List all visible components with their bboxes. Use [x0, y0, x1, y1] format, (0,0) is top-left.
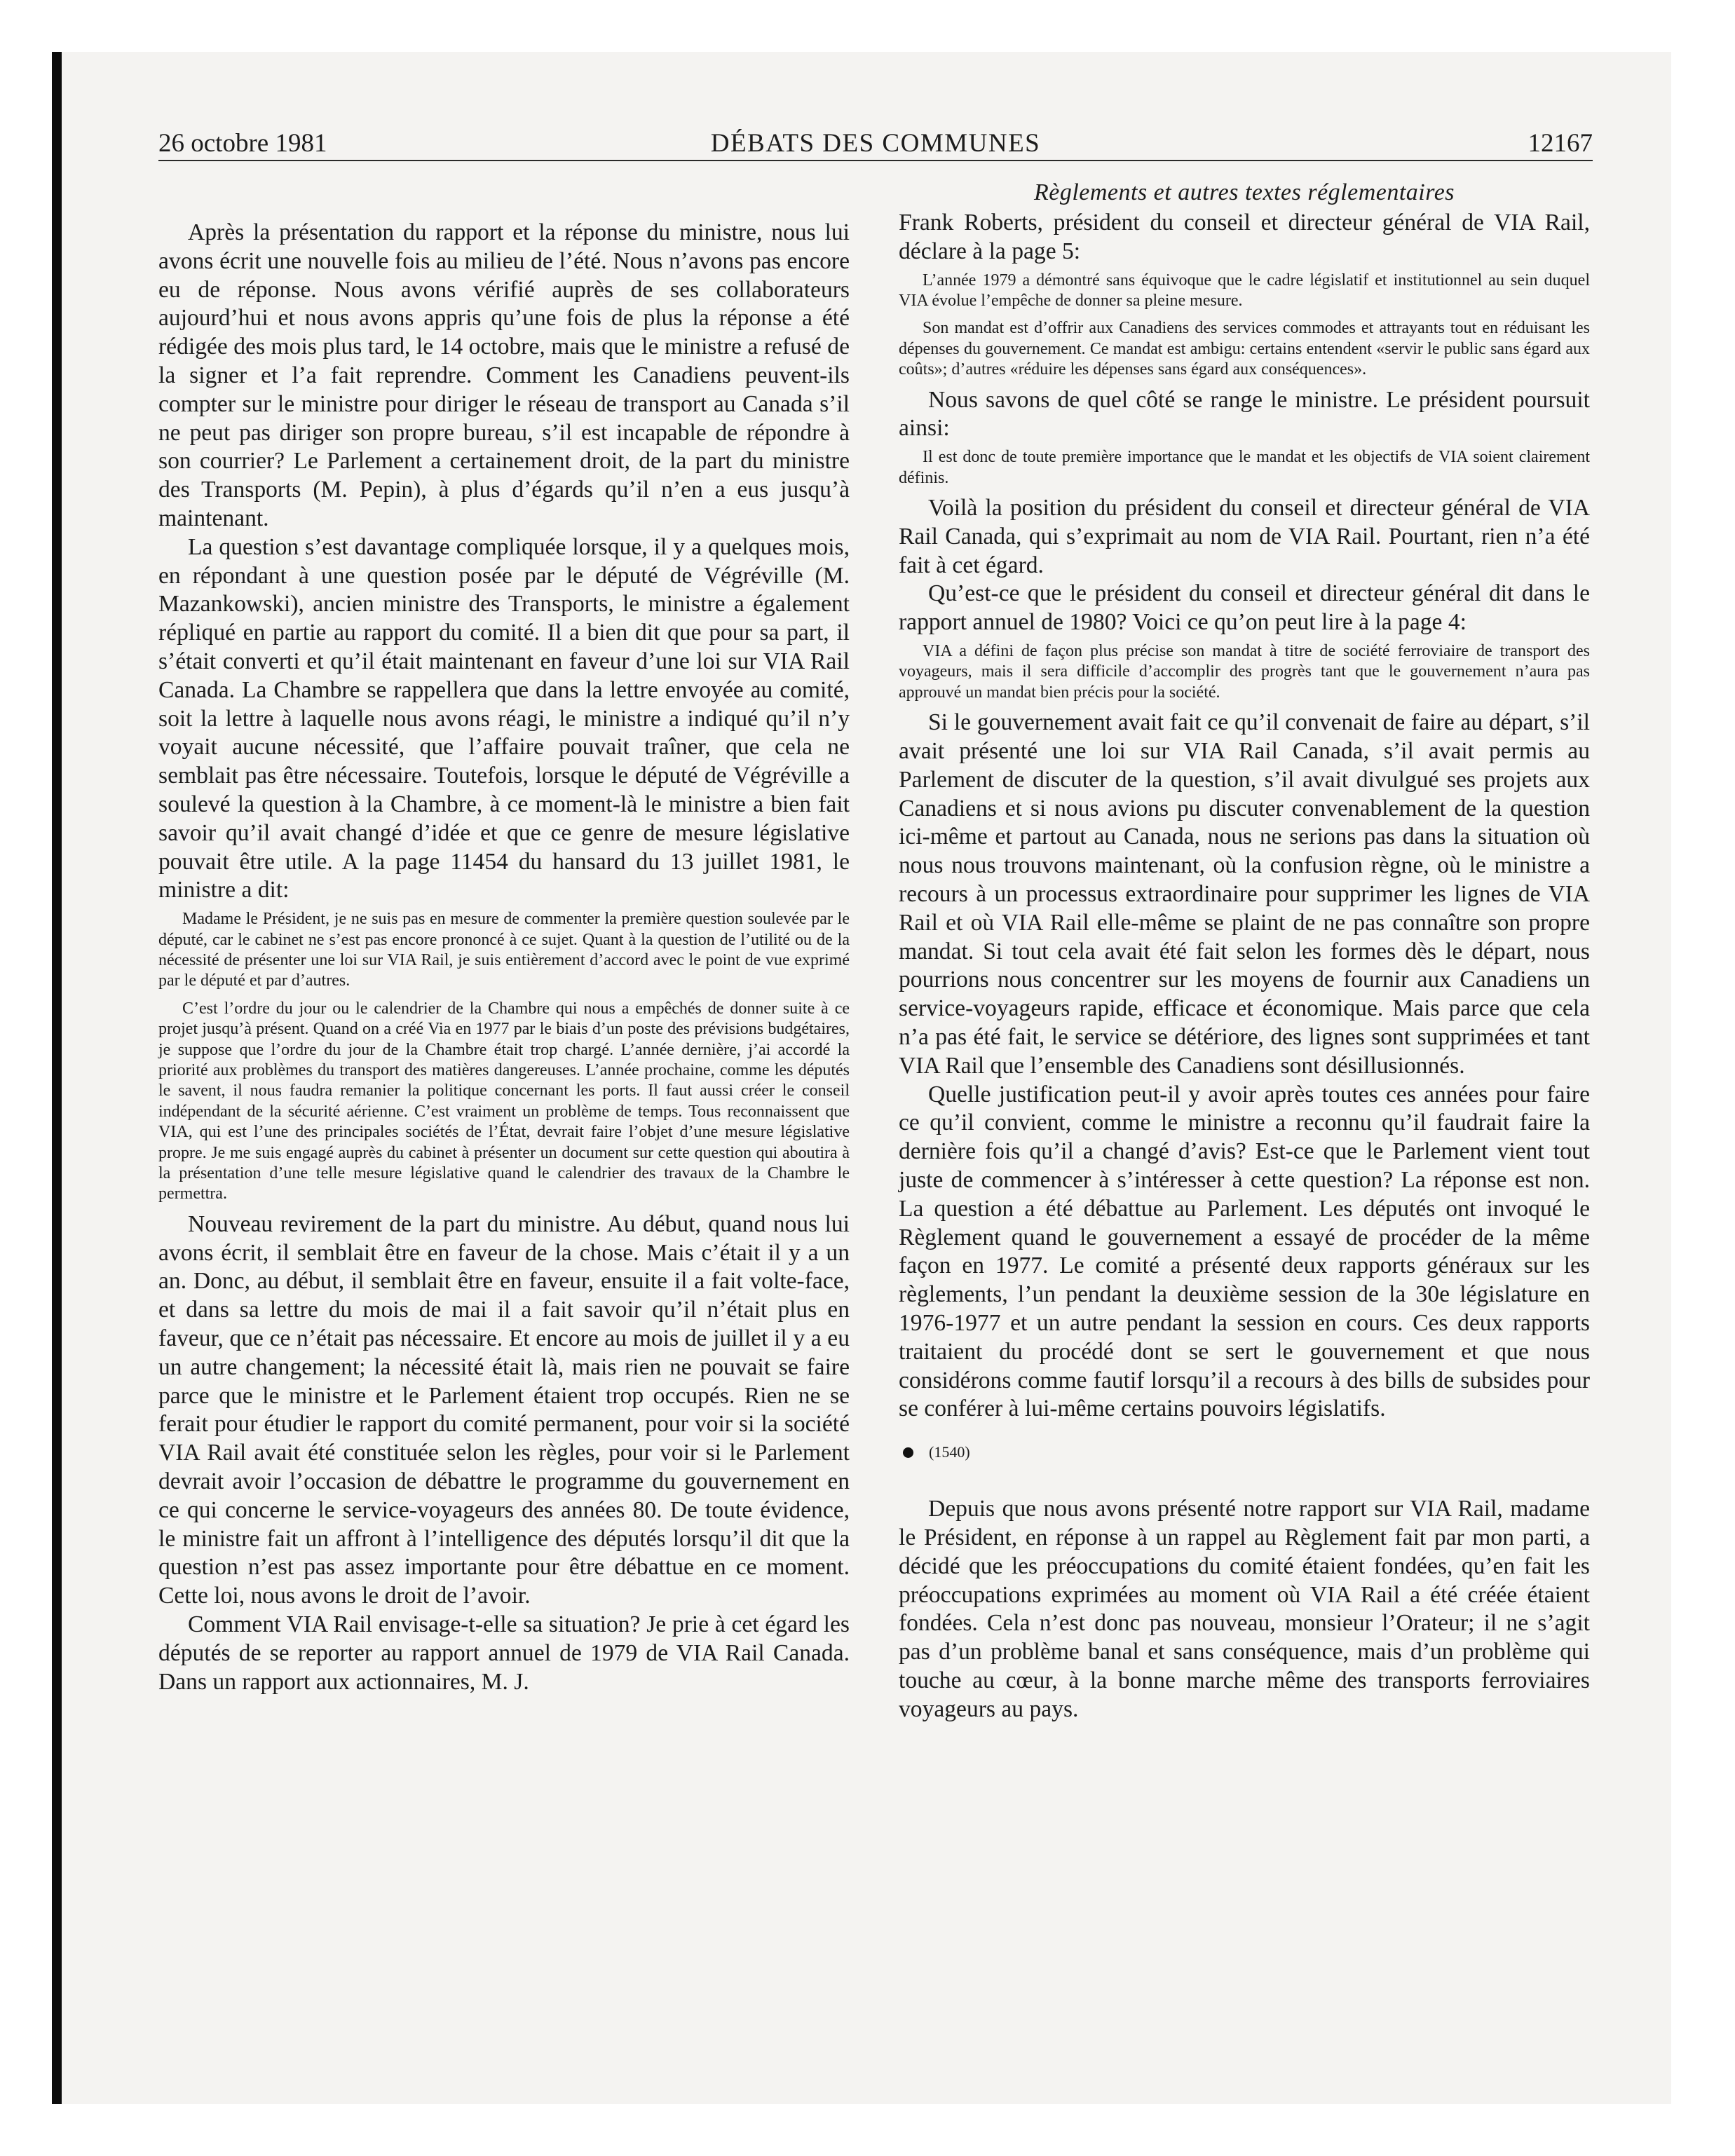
paragraph: Voilà la position du président du conseil et directeur général de VIA Rail Canada, qui s’exprimait au nom de VIA Rail. Pourtant, rien n’a été fait à cet égard. — [899, 495, 1590, 578]
block-quote: C’est l’ordre du jour ou le calendrier de la Chambre qui nous a empêchés de donner suite à ce projet jusqu’à présent. Quand on a créé Via en 1977 par le biais d’un poste des prévisions budgétaires, je suppose que l’ordre du jour de la Chambre était trop chargé. L’année dernière, j’ai accordé la priorité aux problèmes du transport des matières dangereuses. L’année prochaine, comme les députés le savent, il nous faudra remanier la politique concernant les ports. Il faut aussi créer le conseil indépendant de la sécurité aérienne. C’est vraiment un problème de temps. Tous reconnaissent que VIA, qui est l’une des principales sociétés de l’État, devrait faire l’objet d’une mesure législative propre. Je me suis engagé auprès du cabinet à présenter un document sur cette question qui aboutira à la présentation d’une telle mesure législative quand le calendrier des travaux de la Chambre le permettra. — [158, 999, 850, 1203]
paragraph: Depuis que nous avons présenté notre rapport sur VIA Rail, madame le Président, en réponse à un rappel au Règlement fait par mon parti, a décidé que les préoccupations du comité étaient fondées, qu’en fait les préoccupations exprimées au moment où VIA Rail a été créée étaient fondées. Cela n’est donc pas nouveau, monsieur l’Orateur; il ne s’agit pas d’un problème banal et sans conséquence, mais d’un problème qui touche au cœur, à la bonne marche même des transports ferroviaires voyageurs au pays. — [899, 1496, 1590, 1722]
time-marker — [899, 1442, 1590, 1463]
binding-edge — [52, 52, 62, 2104]
bullet-icon — [903, 1447, 913, 1458]
header-date: 26 octobre 1981 — [158, 129, 327, 158]
paragraph: Après la présentation du rapport et la réponse du ministre, nous lui avons écrit une nouvelle fois au milieu de l’été. Nous n’avons pas encore eu de réponse. Nous avons vérifié auprès de ses collaborateurs aujourd’hui et nous avons appris qu’une fois de plus la réponse a été rédigée des mois plus tard, le 14 octobre, mais que le ministre a refusé de la signer et l’a fait reprendre. Comment les Canadiens peuvent-ils compter sur le ministre pour diriger le réseau de transport au Canada s’il ne peut pas diriger son propre bureau, s’il est incapable de répondre à son courrier? Le Parlement a certainement droit, de la part du ministre des Transports (M. Pepin), à plus d’égards qu’il n’en a eus jusqu’à maintenant. — [158, 219, 850, 531]
block-quote: Madame le Président, je ne suis pas en mesure de commenter la première question soulevée par le député, car le cabinet ne s’est pas encore prononcé à ce sujet. Quant à la question de l’utilité ou de la nécessité de présenter une loi sur VIA Rail, je suis entièrement d’accord avec le point de vue exprimé par le député et par d’autres. — [158, 910, 850, 990]
block-quote: Son mandat est d’offrir aux Canadiens des services commodes et attrayants tout en réduisant les dépenses du gouvernement. Ce mandat est ambigu: certains entendent «servir le public sans égard aux coûts»; d’autres «réduire les dépenses sans égard aux conséquences». — [899, 319, 1590, 379]
right-column — [899, 178, 1590, 1724]
header-page-number: 12167 — [1528, 129, 1593, 158]
header-title: DÉBATS DES COMMUNES — [710, 129, 1041, 158]
left-column — [158, 178, 850, 1696]
section-title: Règlements et autres textes réglementaires — [1033, 179, 1455, 205]
paragraph: Quelle justification peut-il y avoir après toutes ces années pour faire ce qu’il convient, comme le ministre a reconnu qu’il faudrait faire la dernière fois qu’il a changé d’avis? Est-ce que le Parlement vient tout juste de commencer à s’intéresser à cette question? La réponse est non. La question a été débattue au Parlement. Les députés ont invoqué le Règlement quand le gouvernement a essayé de procéder de la même façon en 1977. Le comité a présenté deux rapports généraux sur les règlements, l’un pendant la deuxième session de la 30e législature en 1976-1977 et un autre pendant la session en cours. Ces deux rapports traitaient du procédé dont se sert le gouvernement et que nous considérons comme fautif lorsqu’il a recours à des bills de subsides pour se conférer à lui-même certains pouvoirs législatifs. — [899, 1081, 1590, 1422]
paragraph: Qu’est-ce que le président du conseil et directeur général dit dans le rapport annuel de 1980? Voici ce qu’on peut lire à la page 4: — [899, 580, 1590, 636]
block-quote: L’année 1979 a démontré sans équivoque que le cadre législatif et institutionnel au sein duquel VIA évolue l’empêche de donner sa pleine mesure. — [899, 271, 1590, 310]
block-quote: VIA a défini de façon plus précise son mandat à titre de société ferroviaire de transport des voyageurs, mais il sera difficile d’accomplir des progrès tant que le gouvernement n’aura pas approuvé un mandat bien précis pour la société. — [899, 642, 1590, 702]
paragraph: Si le gouvernement avait fait ce qu’il convenait de faire au départ, s’il avait présenté une loi sur VIA Rail Canada, s’il avait permis au Parlement de discuter de la question, s’il avait divulgué ses projets aux Canadiens et si nous avions pu discuter convenablement de la question ici-même et partout au Canada, nous ne serions pas dans la situation où nous nous trouvons maintenant, où la confusion règne, où le ministre a recours à un processus extraordinaire pour supprimer les lignes de VIA Rail et où VIA Rail elle-même se plaint de ne pas connaître son propre mandat. Si tout cela avait été fait selon les formes dès le départ, nous pourrions nous concentrer sur les moyens de fournir aux Canadiens un service-voyageurs rapide, efficace et économique. Mais parce que cela n’a pas été fait, le service se détériore, des lignes sont supprimées et tant VIA Rail que l’ensemble des Canadiens sont désillusionnés. — [899, 709, 1590, 1079]
paragraph: Nous savons de quel côté se range le ministre. Le président poursuit ainsi: — [899, 386, 1590, 442]
paragraph: La question s’est davantage compliquée lorsque, il y a quelques mois, en répondant à une question posée par le député de Végréville (M. Mazankowski), ancien ministre des Transports, le ministre a également répliqué en partie au rapport du comité. Il a bien dit que pour sa part, il s’était converti et qu’il était maintenant en faveur d’une loi sur VIA Rail Canada. La Chambre se rappellera que dans la lettre envoyée au comité, soit la lettre à laquelle nous avons réagi, le ministre a indiqué qu’il n’y voyait aucune nécessité, que l’affaire pouvait traîner, que cela ne semblait pas être nécessaire. Toutefois, lorsque le député de Végréville a soulevé la question à la Chambre, à ce moment-là le ministre a bien fait savoir qu’il avait changé d’idée et que ce genre de mesure législative pouvait être utile. A la page 11454 du hansard du 13 juillet 1981, le ministre a dit: — [158, 533, 850, 903]
block-quote: Il est donc de toute première importance que le mandat et les objectifs de VIA soient clairement définis. — [899, 448, 1590, 487]
header-rule — [158, 160, 1593, 161]
paragraph: Comment VIA Rail envisage-t-elle sa situation? Je prie à cet égard les députés de se reporter au rapport annuel de 1979 de VIA Rail Canada. Dans un rapport aux actionnaires, M. J. — [158, 1611, 850, 1695]
paragraph: Nouveau revirement de la part du ministre. Au début, quand nous lui avons écrit, il semblait être en faveur de la chose. Mais c’était il y a un an. Donc, au début, il semblait être en faveur, ensuite il a fait volte-face, et dans sa lettre du mois de mai il a fait savoir qu’il n’était plus en faveur, que ce n’était pas nécessaire. Et encore au mois de juillet il y a eu un autre changement; la nécessité était là, mais rien ne pouvait se faire parce que le ministre et le Parlement étaient trop occupés. Rien ne se ferait pour étudier le rapport du comité permanent, pour voir si la société VIA Rail avait été constituée selon les règles, pour voir si le Parlement devrait avoir l’occasion de débattre le programme du gouvernement en ce qui concerne le service-voyageurs des années 80. De toute évidence, le ministre fait un affront à l’intelligence des députés lorsqu’il dit que la question n’est pas assez importante pour être débattue en ce moment. Cette loi, nous avons le droit de l’avoir. — [158, 1210, 850, 1609]
time-marker-label: (1540) — [929, 1443, 970, 1461]
paragraph: Frank Roberts, président du conseil et directeur général de VIA Rail, déclare à la page 5: — [899, 210, 1590, 264]
